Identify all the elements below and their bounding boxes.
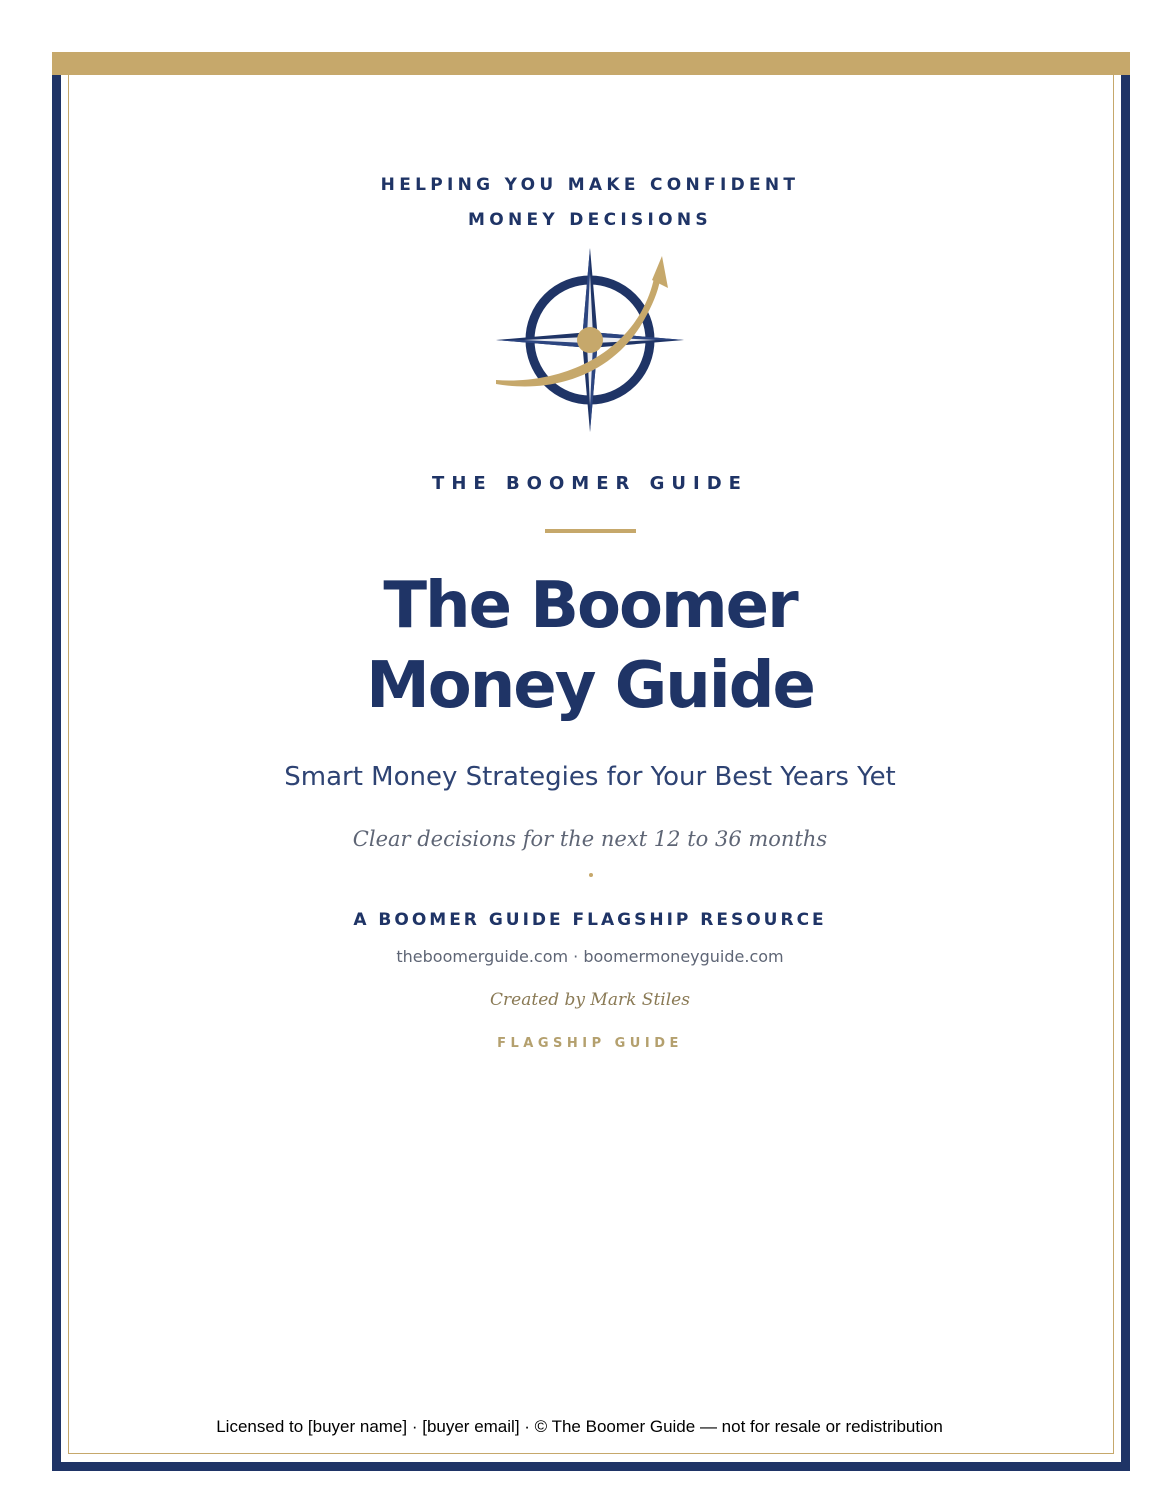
- tagline-line-2: MONEY DECISIONS: [468, 210, 712, 230]
- subtitle: Smart Money Strategies for Your Best Years Yet: [284, 762, 896, 792]
- tagline-line-1: HELPING YOU MAKE CONFIDENT: [380, 175, 800, 195]
- brand-name: THE BOOMER GUIDE: [432, 473, 748, 494]
- title-line-1: The Boomer: [383, 569, 797, 643]
- creator-credit: Created by Mark Stiles: [490, 990, 690, 1010]
- gold-dot-ornament: [589, 873, 593, 877]
- gold-divider: [545, 529, 636, 533]
- compass-rose-with-rising-arrow-icon: [490, 244, 690, 436]
- resource-label: A BOOMER GUIDE FLAGSHIP RESOURCE: [353, 910, 827, 930]
- flagship-label: FLAGSHIP GUIDE: [497, 1036, 683, 1051]
- top-gold-bar: [52, 52, 1130, 75]
- website-links: theboomerguide.com · boomermoneyguide.com: [396, 947, 784, 966]
- title-line-2: Money Guide: [366, 649, 814, 723]
- page-title: [0, 566, 1159, 726]
- timeframe-line: Clear decisions for the next 12 to 36 months: [352, 827, 828, 851]
- tagline: [0, 168, 1159, 238]
- license-notice: Licensed to [buyer name] · [buyer email] · © The Boomer Guide — not for resale or redistribution: [216, 1417, 943, 1436]
